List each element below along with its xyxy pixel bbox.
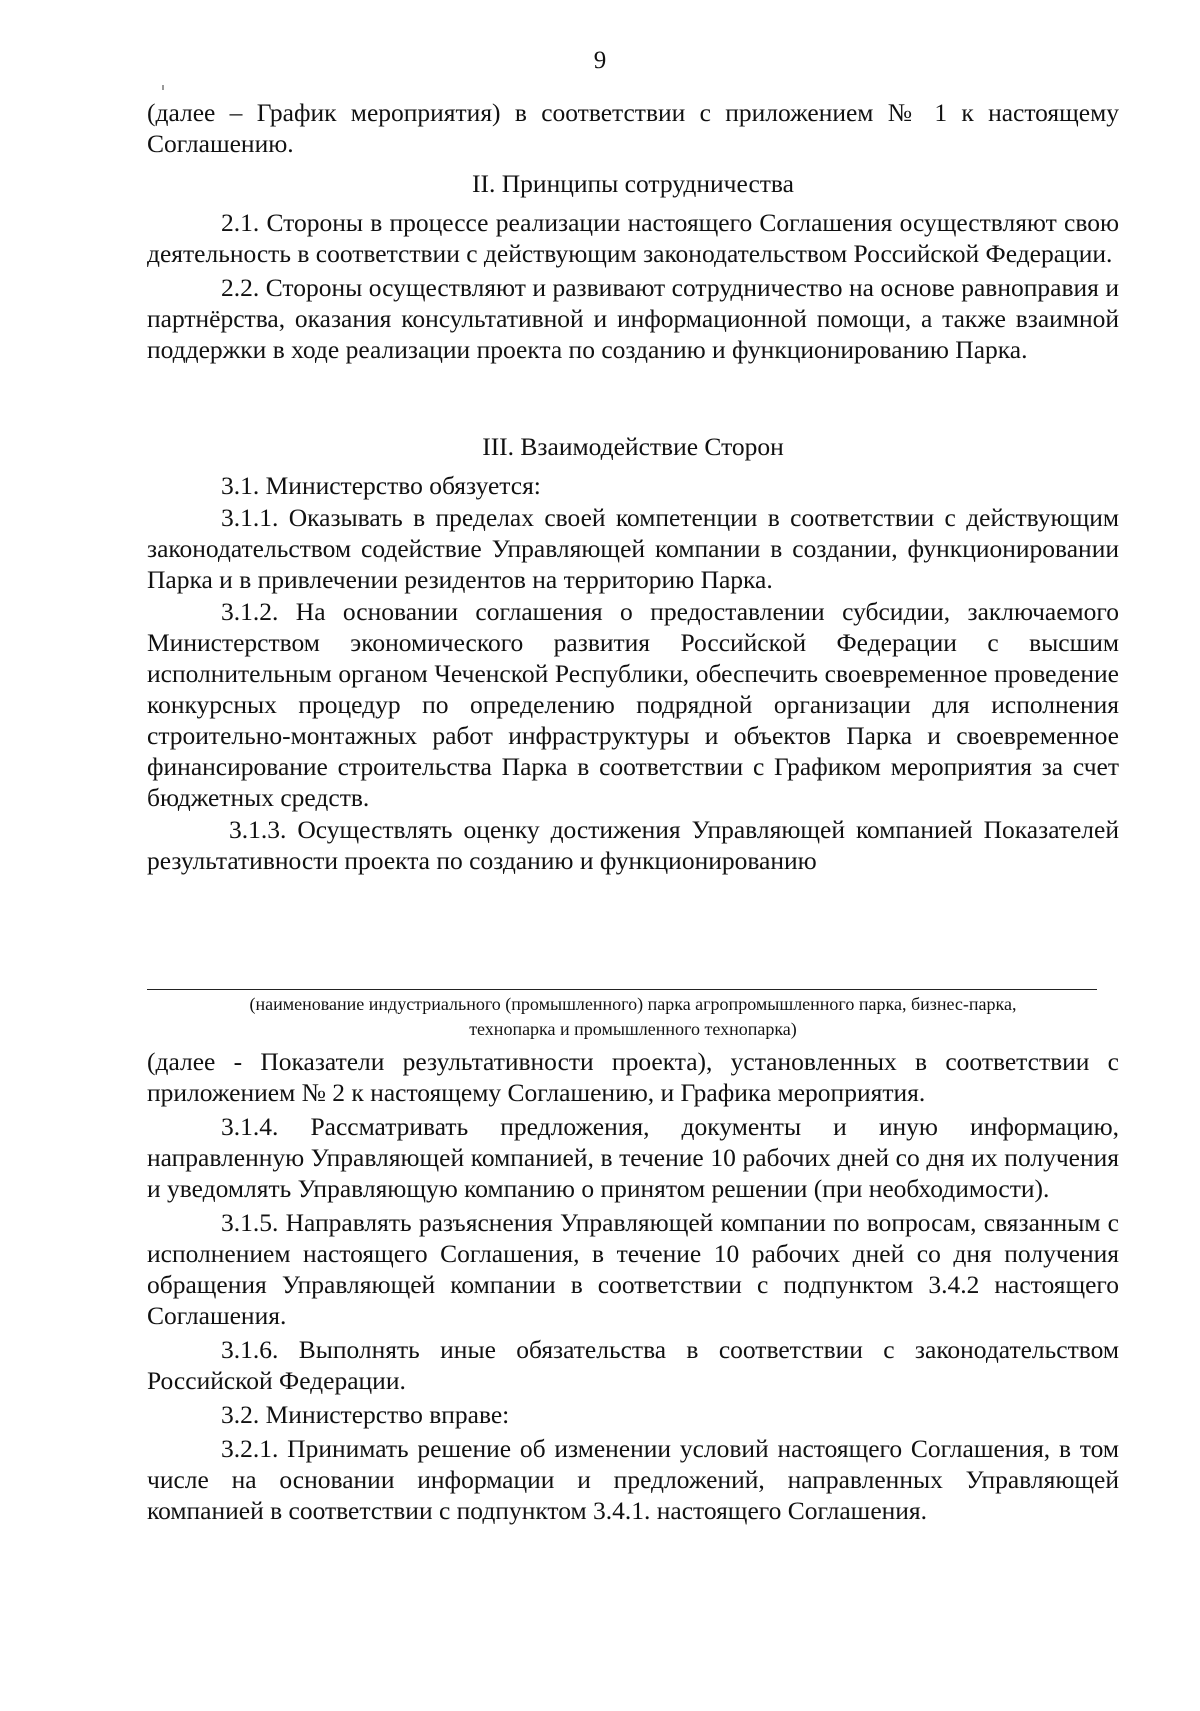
section-2-heading: II. Принципы сотрудничества — [472, 169, 794, 198]
paragraph-3-1-6: 3.1.6. Выполнять иные обязательства в соответствии с законодательством Российской Федерации. — [147, 1335, 1119, 1395]
footnote-underline — [147, 989, 1097, 990]
section-3 — [147, 431, 1119, 876]
paragraph-2-1: 2.1. Стороны в процессе реализации настоящего Соглашения осуществляют свою деятельность в соответствии с действующим законодательством Российской Федерации. — [147, 208, 1119, 268]
paragraph-2-2: 2.2. Стороны осуществляют и развивают сотрудничество на основе равноправия и партнёрства, оказания консультативной и информационной помощи, а также взаимной поддержки в ходе реализации проекта по созданию и функционированию Парка. — [147, 273, 1119, 364]
paragraph-3-1-3: 3.1.3. Осуществлять оценку достижения Управляющей компанией Показателей результативности проекта по созданию и функционированию — [147, 815, 1119, 875]
scan-speck — [162, 85, 164, 90]
paragraph-3-1: 3.1. Министерство обязуется: — [221, 471, 541, 500]
paragraph-3-2: 3.2. Министерство вправе: — [221, 1400, 510, 1429]
section-2 — [147, 168, 1119, 365]
paragraph-3-1-1: 3.1.1. Оказывать в пределах своей компетенции в соответствии с действующим законодательством содействие Управляющей компании в создании, функционировании Парка и в привлечении резидентов на территорию Парка. — [147, 503, 1119, 594]
section-3-heading: III. Взаимодействие Сторон — [482, 432, 784, 461]
paragraph-3-1-5: 3.1.5. Направлять разъяснения Управляющей компании по вопросам, связанным с исполнением настоящего Соглашения, в течение 10 рабочих дней со дня получения обращения Управляющей компании в соответствии с подпунктом 3.4.2 настоящего Соглашения. — [147, 1208, 1119, 1330]
paragraph-3-2-1: 3.2.1. Принимать решение об изменении условий настоящего Соглашения, в том числе на основании информации и предложений, направленных Управляющей компанией в соответствии с подпунктом 3.4.1. настоящего Соглашения. — [147, 1434, 1119, 1525]
intro-line-2: Соглашению. — [147, 129, 294, 158]
footnote-line-2: технопарка и промышленного технопарка) — [469, 1019, 797, 1039]
footnote-caption — [147, 992, 1119, 1042]
paragraph-3-1-2: 3.1.2. На основании соглашения о предоставлении субсидии, заключаемого Министерством экономического развития Российской Федерации с высшим исполнительным органом Чеченской Республики, обеспечить своевременное проведение конкурсных процедур по определению подрядной организации для исполнения строительно-монтажных работ инфраструктуры и объектов Парка и своевременное финансирование строительства Парка в соответствии с Графиком мероприятия за счет бюджетных средств. — [147, 597, 1119, 812]
continuation-text: (далее - Показатели результативности проекта), установленных в соответствии с приложением № 2 к настоящему Соглашению, и Графика мероприятия. — [147, 1047, 1119, 1107]
footnote-line-1: (наименование индустриального (промышленного) парка агропромышленного парка, бизнес-парка, — [249, 994, 1017, 1014]
intro-block — [147, 97, 1119, 159]
intro-line-1: (далее – График мероприятия) в соответствии с приложением № 1 к настоящему — [147, 98, 1119, 127]
section-3-continued — [147, 1046, 1119, 1526]
paragraph-3-1-4: 3.1.4. Рассматривать предложения, документы и иную информацию, направленную Управляющей компанией, в течение 10 рабочих дней со дня их получения и уведомлять Управляющую компанию о принятом решении (при необходимости). — [147, 1112, 1119, 1203]
page-number: 9 — [593, 47, 607, 74]
